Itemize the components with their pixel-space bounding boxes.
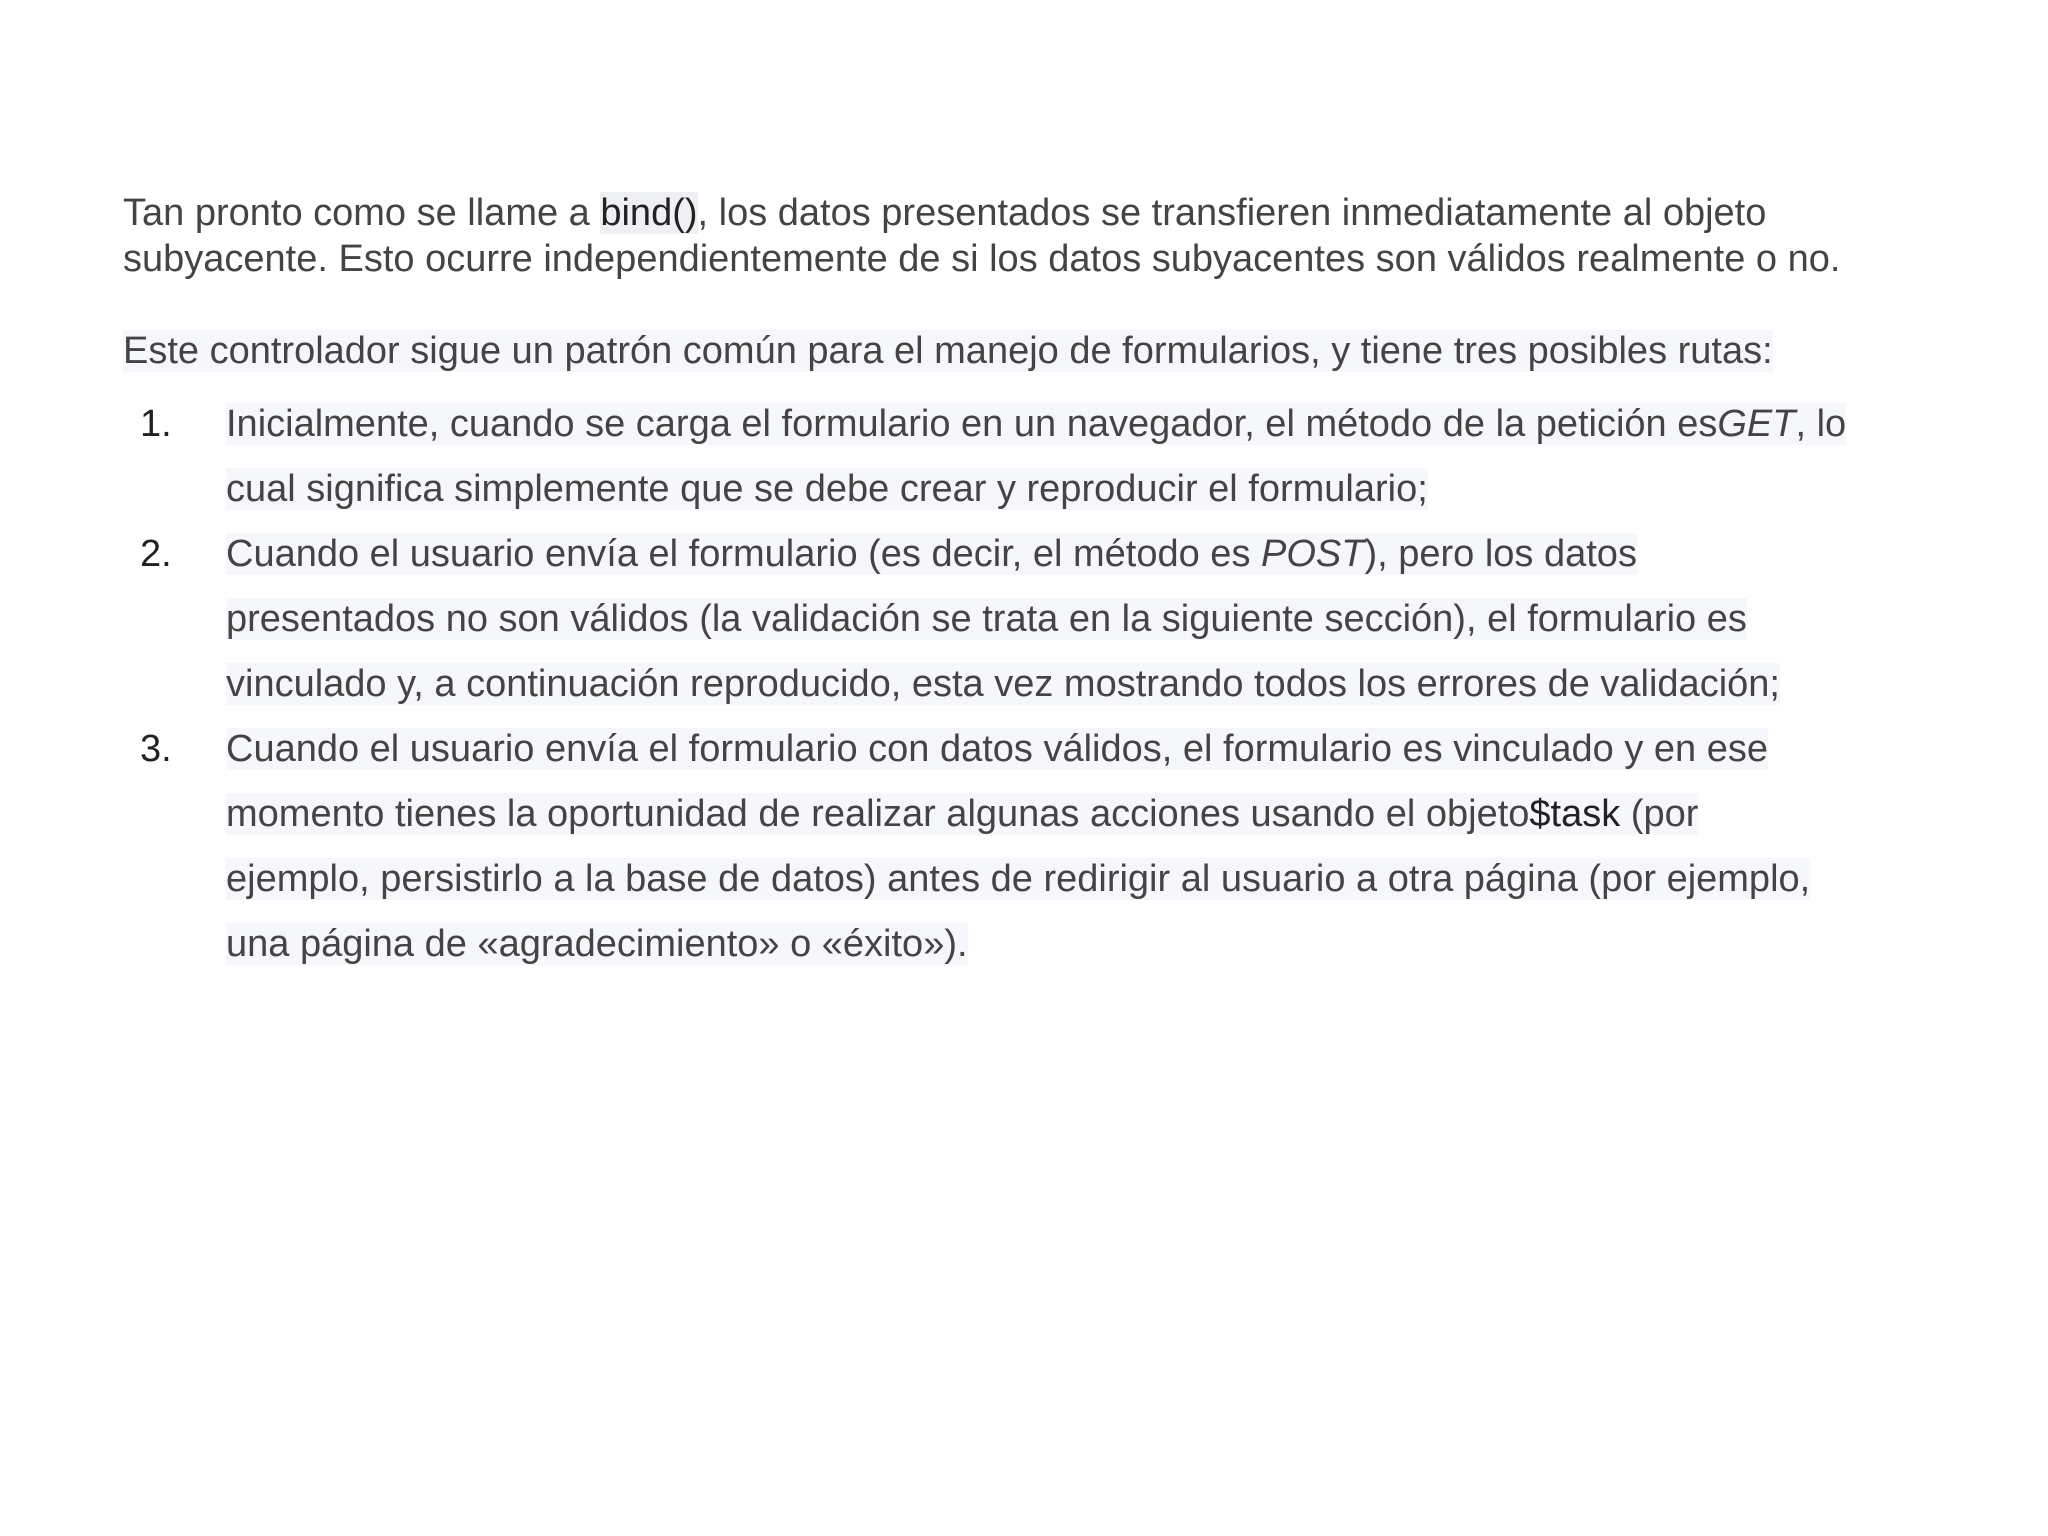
list-item-line: cual significa simplemente que se debe crear y reproducir el formulario;: [226, 468, 1428, 510]
task-code-token: $task: [1529, 793, 1621, 835]
document-page: [123, 190, 2003, 977]
list-item-line: Cuando el usuario envía el formulario con datos válidos, el formulario es vinculado y en ese: [226, 728, 1768, 770]
intro-line-2: subyacente. Esto ocurre independientemente de si los datos subyacentes son válidos realmente o no.: [123, 238, 1841, 280]
list-item: [123, 717, 2003, 977]
list-item-number: 3.: [140, 728, 172, 770]
bind-code-token: bind(): [600, 192, 698, 234]
list-item-line: Inicialmente, cuando se carga el formulario en un navegador, el método de la petición esGET, lo: [226, 403, 1847, 445]
list-item-line: vinculado y, a continuación reproducido, esta vez mostrando todos los errores de validación;: [226, 663, 1780, 705]
routes-intro-paragraph: [123, 328, 2003, 374]
list-item: [123, 392, 2003, 522]
list-item-line: momento tienes la oportunidad de realizar algunas acciones usando el objeto$task (por: [226, 793, 1699, 835]
list-item-number: 1.: [140, 403, 172, 445]
http-method-post: POST: [1261, 533, 1365, 575]
intro-text-after-code: , los datos presentados se transfieren inmediatamente al objeto: [697, 192, 1767, 234]
list-item-line: ejemplo, persistirlo a la base de datos) antes de redirigir al usuario a otra página (por ejemplo,: [226, 858, 1811, 900]
routes-intro-text: Este controlador sigue un patrón común para el manejo de formularios, y tiene tres posibles rutas:: [123, 330, 1773, 372]
routes-list: [123, 392, 2003, 977]
list-item-number: 2.: [140, 533, 172, 575]
list-item: [123, 522, 2003, 717]
intro-line-1: [123, 190, 2003, 236]
http-method-get: GET: [1717, 403, 1796, 445]
list-item-line: presentados no son válidos (la validación se trata en la siguiente sección), el formulario es: [226, 598, 1747, 640]
list-item-line: Cuando el usuario envía el formulario (es decir, el método es POST), pero los datos: [226, 533, 1637, 575]
list-item-line: una página de «agradecimiento» o «éxito»).: [226, 923, 968, 965]
intro-text-before-code: Tan pronto como se llame a: [123, 192, 601, 234]
intro-paragraph: [123, 190, 2003, 282]
